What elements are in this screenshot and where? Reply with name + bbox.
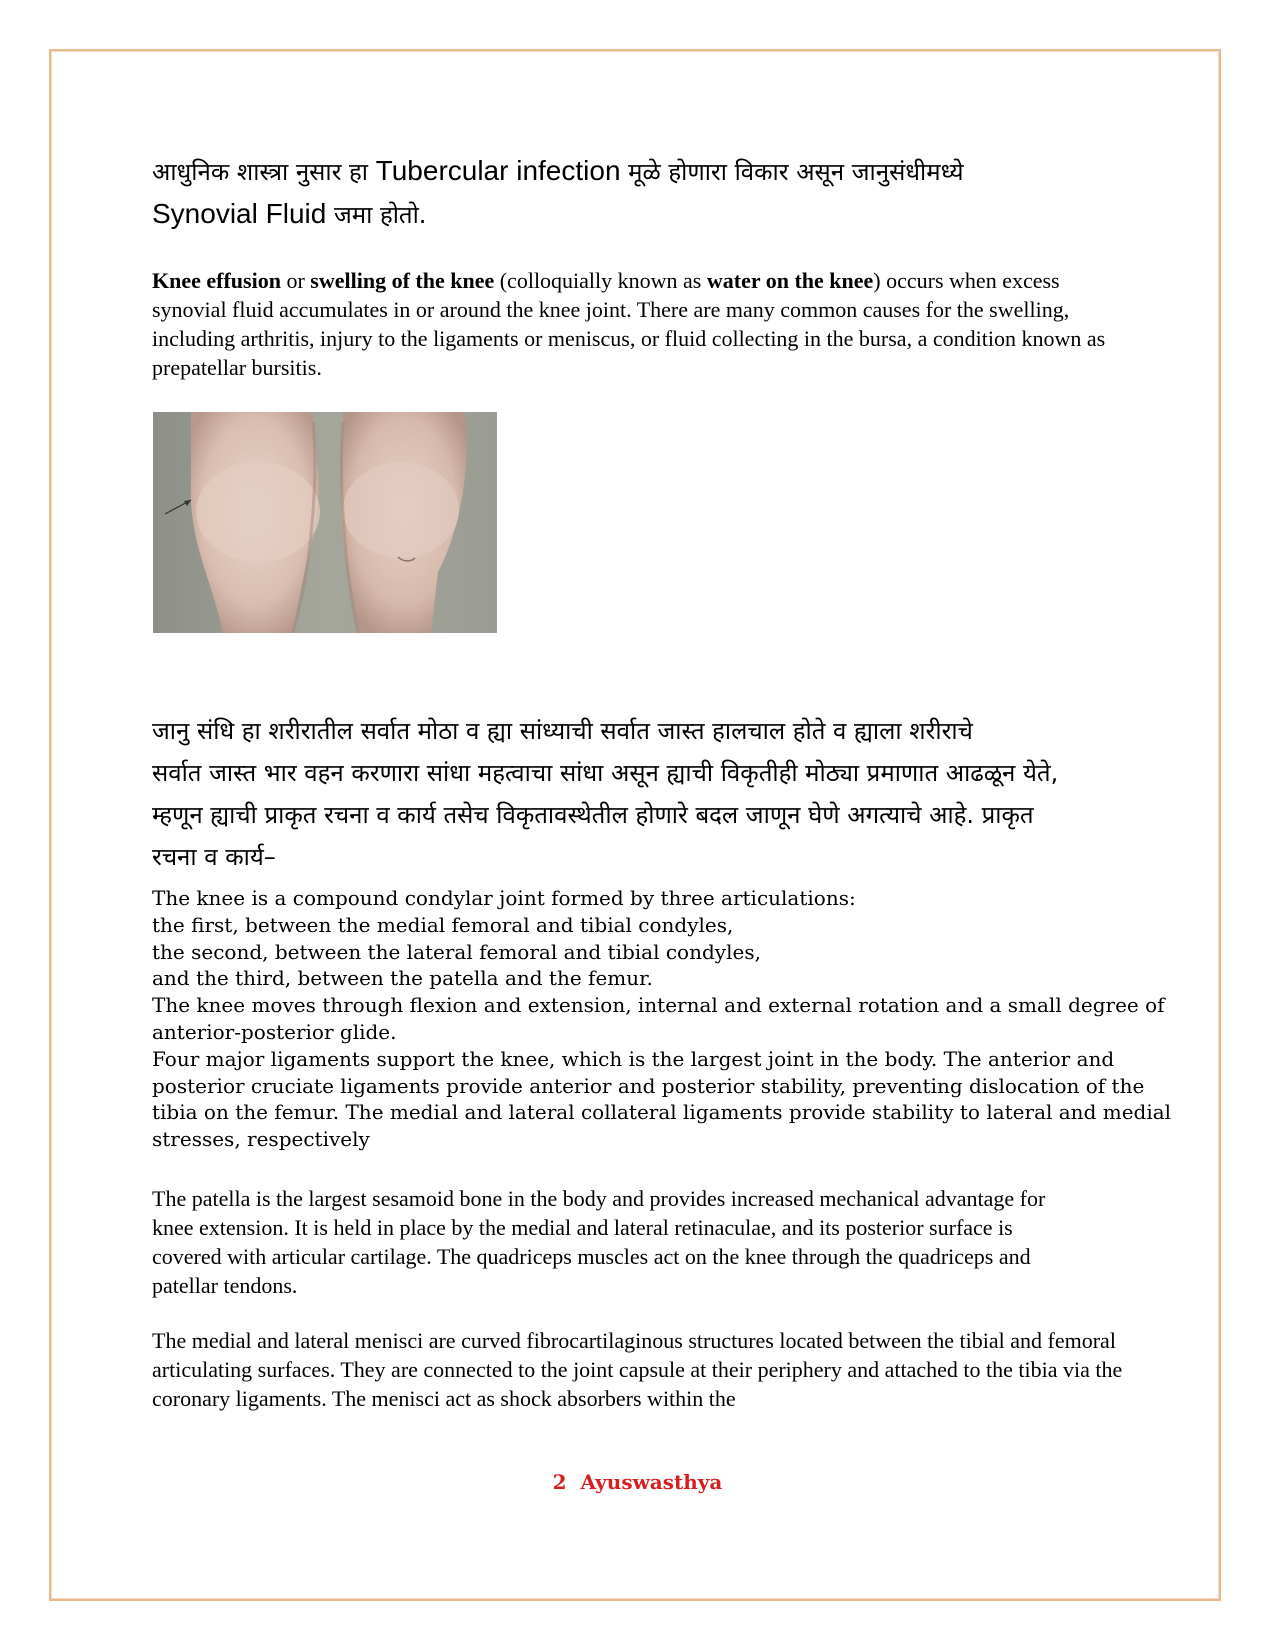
- effusion-text-run: ) occurs when excess synovial fluid accumulates in or around the knee joint. There are many common causes for the swelling, including arthritis, injury to the ligaments or meniscus, or fluid collecting in the bursa, a condition known as prepatellar bursitis.: [152, 268, 1106, 380]
- anatomy-line: the first, between the medial femoral and tibial condyles,: [152, 912, 734, 937]
- anatomy-line: stresses, respectively: [152, 1127, 370, 1152]
- effusion-term: water on the knee: [706, 268, 874, 293]
- menisci-paragraph: [152, 1326, 1137, 1413]
- intro-text: मूळे होणारा विकार असून जानुसंधीमध्ये: [620, 158, 964, 186]
- anatomy-line: and the third, between the patella and the femur.: [152, 966, 653, 991]
- marathi-line: रचना व कार्य–: [152, 843, 276, 871]
- page-footer: [0, 1470, 1275, 1494]
- effusion-text: [152, 266, 1127, 382]
- intro-line-1: [152, 150, 1132, 193]
- anatomy-line: anterior-posterior glide.: [152, 1019, 397, 1044]
- intro-text: जमा होतो.: [326, 201, 427, 229]
- intro-block: [152, 150, 1132, 236]
- intro-latin-term: Synovial Fluid: [152, 198, 327, 229]
- anatomy-line: the second, between the lateral femoral and tibial condyles,: [152, 939, 761, 964]
- effusion-paragraph: [152, 266, 1127, 382]
- anatomy-line: tibia on the femur. The medial and lateral collateral ligaments provide stability to lateral and medial: [152, 1100, 1172, 1125]
- marathi-line: सर्वात जास्त भार वहन करणारा सांधा महत्वाचा सांधा असून ह्याची विकृतीही मोठ्या प्रमाणात आढळून येते,: [152, 759, 1059, 787]
- patella-text: The patella is the largest sesamoid bone in the body and provides increased mechanical advantage for knee extension. It is held in place by the medial and lateral retinaculae, and its posterior surface is covered with articular cartilage. The quadriceps muscles act on the knee through the quadriceps and patellar tendons.: [152, 1186, 1046, 1298]
- intro-text: आधुनिक शास्त्रा नुसार हा: [152, 158, 376, 186]
- anatomy-line: Four major ligaments support the knee, which is the largest joint in the body. The anterior and: [152, 1046, 1115, 1071]
- anatomy-line: posterior cruciate ligaments provide anterior and posterior stability, preventing dislocation of the: [152, 1073, 1145, 1098]
- anatomy-paragraph: [152, 885, 1172, 1153]
- footer-brand: Ayuswasthya: [580, 1470, 723, 1494]
- marathi-paragraph: [152, 710, 1132, 878]
- patella-paragraph: [152, 1184, 1077, 1300]
- menisci-text: The medial and lateral menisci are curved fibrocartilaginous structures located between the tibial and femoral articulating surfaces. They are connected to the joint capsule at their periphery and attached to the tibia via the coronary ligaments. The menisci act as shock absorbers within the: [152, 1328, 1123, 1411]
- knee-photo-illustration: [153, 412, 497, 633]
- marathi-line: जानु संधि हा शरीरातील सर्वात मोठा व ह्या सांध्याची सर्वात जास्त हालचाल होते व ह्याला शरीराचे: [152, 717, 973, 745]
- page-number: 2: [552, 1470, 567, 1494]
- anatomy-line: The knee is a compound condylar joint formed by three articulations:: [152, 886, 856, 910]
- marathi-line: म्हणून ह्याची प्राकृत रचना व कार्य तसेच विकृतावस्थेतील होणारे बदल जाणून घेणे अगत्याचे आहे. प्राकृत: [152, 801, 1034, 829]
- intro-latin-term: Tubercular infection: [375, 155, 621, 186]
- intro-line-2: [152, 193, 1132, 236]
- knee-swelling-photo: [153, 412, 497, 633]
- effusion-term: Knee effusion: [152, 268, 281, 293]
- effusion-text-run: (colloquially known as: [494, 268, 707, 293]
- effusion-term: swelling of the knee: [310, 268, 495, 293]
- effusion-text-run: or: [280, 268, 311, 293]
- anatomy-line: The knee moves through flexion and extension, internal and external rotation and a small degree of: [152, 993, 1165, 1018]
